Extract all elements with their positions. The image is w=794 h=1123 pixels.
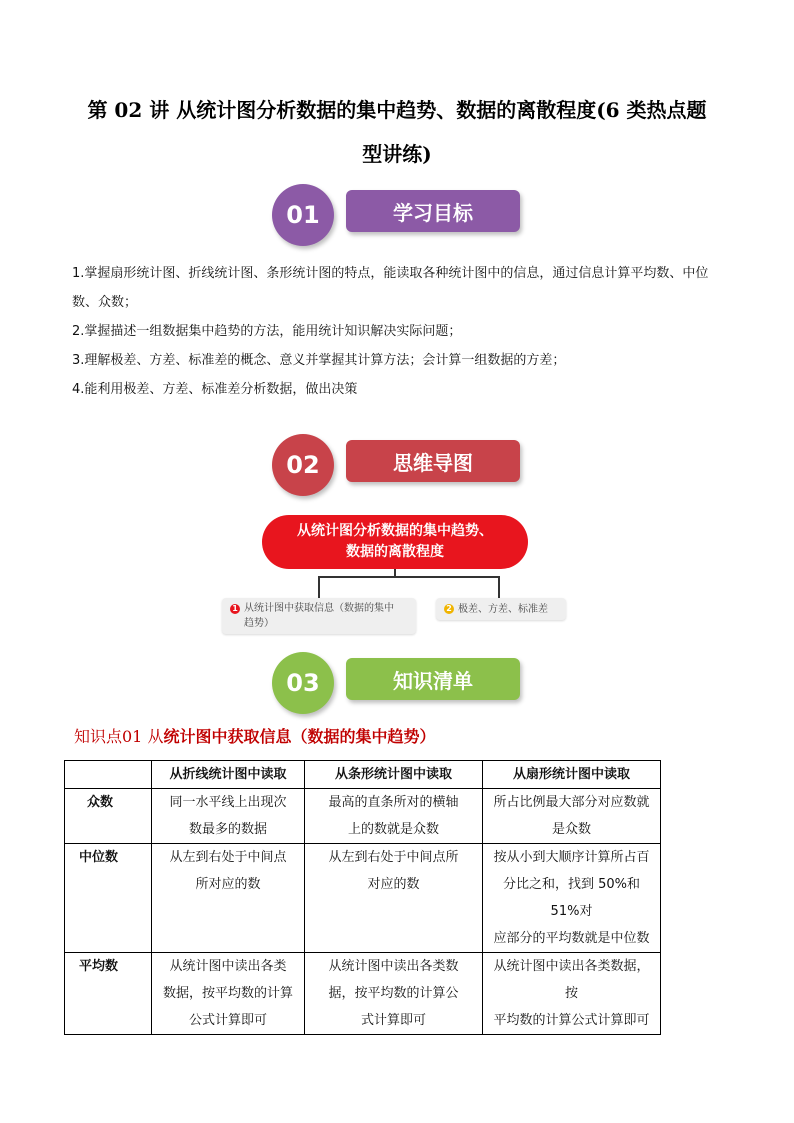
page-title [60, 88, 734, 176]
table-row-label: 中位数 [65, 844, 152, 953]
table-cell [305, 789, 483, 844]
table-row-label: 众数 [65, 789, 152, 844]
mindmap-root-line1: 从统计图分析数据的集中趋势、 [297, 523, 493, 539]
table-cell-line: 最高的直条所对的横轴 [328, 795, 459, 810]
table-cell-line: 从统计图中读出各类数据，按 [493, 959, 650, 1001]
table-cell-line: 公式计算即可 [188, 1013, 267, 1028]
table-cell-line: 所占比例最大部分对应数就 [493, 795, 650, 810]
knowledge-point-heading [74, 724, 435, 747]
table-cell-line: 从统计图中读出各类数 [328, 959, 459, 974]
knowledge-point-prefix: 知识点01 从 [74, 727, 164, 746]
number-1-icon: 1 [230, 604, 240, 614]
table-cell-line: 上的数就是众数 [347, 822, 439, 837]
table-cell-line: 据，按平均数的计算公 [328, 986, 459, 1001]
mindmap-child-text: 趋势） [244, 618, 274, 629]
table-header-cell: 从扇形统计图中读取 [483, 761, 661, 789]
table-cell-line: 平均数的计算公式计算即可 [493, 1013, 650, 1028]
table-header-cell [65, 761, 152, 789]
mindmap-child-node [222, 598, 416, 634]
section-number-circle [272, 652, 334, 714]
section-label: 知识清单 [393, 668, 473, 693]
table-cell-line: 从统计图中读出各类 [169, 959, 287, 974]
table-row [65, 844, 661, 953]
number-2-icon: 2 [444, 604, 454, 614]
section-number: 02 [286, 451, 320, 479]
table-row [65, 789, 661, 844]
table-cell-line: 数最多的数据 [188, 822, 267, 837]
table-cell-line: 对应的数 [367, 877, 420, 892]
section-badge-knowledge [272, 652, 522, 714]
goal-item: 2.掌握描述一组数据集中趋势的方法，能用统计知识解决实际问题； [72, 324, 462, 339]
page-title-line2: 型讲练) [362, 142, 432, 166]
goal-item: 3.理解极差、方差、标准差的概念、意义并掌握其计算方法；会计算一组数据的方差； [72, 353, 566, 368]
table-cell [483, 844, 661, 953]
table-cell [483, 953, 661, 1035]
learning-goals [72, 259, 732, 404]
table-cell-line: 从左到右处于中间点所 [328, 850, 459, 865]
mindmap-child-node [436, 598, 566, 620]
mindmap-root-line2: 数据的离散程度 [346, 544, 444, 560]
table-header-cell: 从折线统计图中读取 [152, 761, 305, 789]
mindmap-root-node [262, 515, 528, 569]
table-cell [305, 953, 483, 1035]
section-badge-goals [272, 184, 522, 246]
table-cell-line: 是众数 [551, 822, 591, 837]
table-cell-line: 所对应的数 [195, 877, 261, 892]
table-cell-line: 按从小到大顺序计算所占百 [493, 850, 650, 865]
mindmap-child-text: 极差、方差、标准差 [458, 603, 548, 615]
goal-item: 4.能利用极差、方差、标准差分析数据，做出决策 [72, 382, 358, 397]
goal-item: 1.掌握扇形统计图、折线统计图、条形统计图的特点，能读取各种统计图中的信息，通过信息计算平均数、中位数、众数； [72, 266, 709, 310]
table-row-label: 平均数 [65, 953, 152, 1035]
section-label: 思维导图 [393, 450, 473, 475]
mindmap-child-text: 从统计图中获取信息（数据的集中 [244, 603, 394, 614]
table-cell-line: 式计算即可 [360, 1013, 426, 1028]
section-label-bar [346, 440, 520, 482]
section-label-bar [346, 658, 520, 700]
table-cell-line: 数据，按平均数的计算 [162, 986, 293, 1001]
section-number-circle [272, 184, 334, 246]
table-cell-line: 从左到右处于中间点 [169, 850, 287, 865]
section-number: 03 [286, 669, 320, 697]
page-title-line1: 第 02 讲 从统计图分析数据的集中趋势、数据的离散程度(6 类热点题 [87, 98, 707, 122]
table-cell-line: 分比之和，找到 50%和 51%对 [502, 877, 641, 919]
table-header-row [65, 761, 661, 789]
table-header-cell: 从条形统计图中读取 [305, 761, 483, 789]
table-cell-line: 应部分的平均数就是中位数 [493, 931, 650, 946]
table-cell [152, 953, 305, 1035]
mindmap-connector [318, 576, 500, 578]
table-cell [152, 789, 305, 844]
section-label-bar [346, 190, 520, 232]
table-cell-line: 同一水平线上出现次 [169, 795, 287, 810]
table-cell [305, 844, 483, 953]
knowledge-point-title: 统计图中获取信息（数据的集中趋势） [163, 727, 436, 746]
knowledge-table [64, 760, 661, 1035]
table-cell [152, 844, 305, 953]
table-row [65, 953, 661, 1035]
section-number: 01 [286, 201, 320, 229]
table-cell [483, 789, 661, 844]
section-number-circle [272, 434, 334, 496]
section-label: 学习目标 [393, 200, 473, 225]
mindmap-connector [498, 576, 500, 598]
section-badge-mindmap [272, 434, 522, 496]
mindmap-connector [318, 576, 320, 598]
